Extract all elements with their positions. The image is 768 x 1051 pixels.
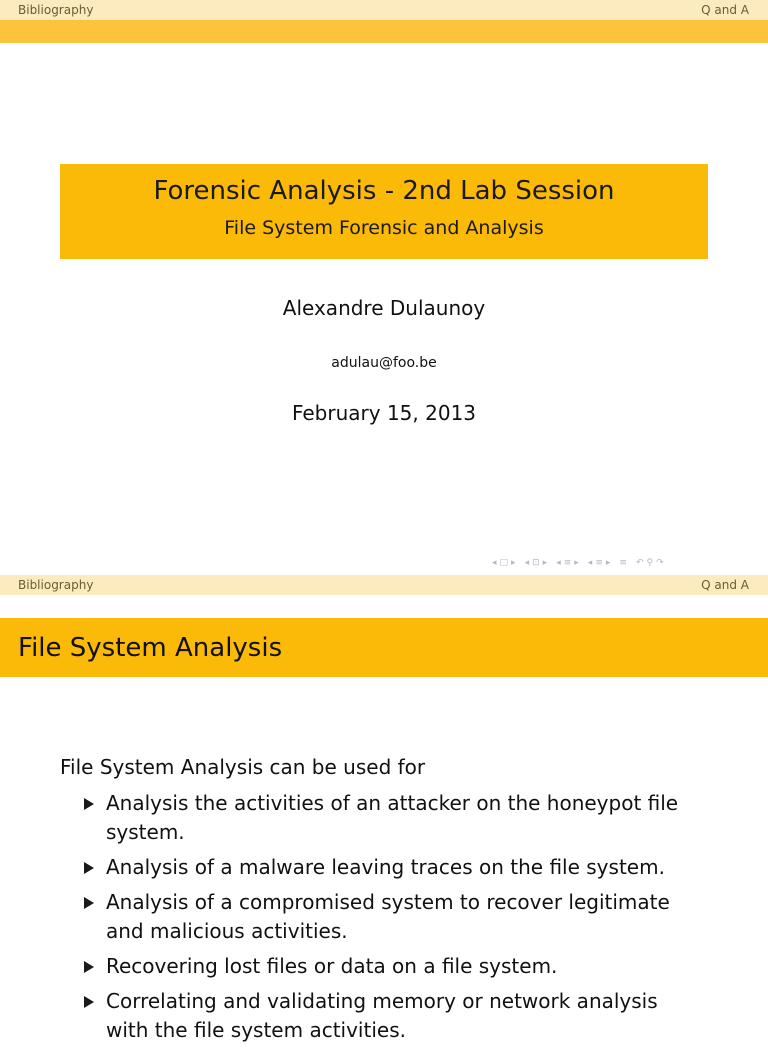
header-accent-bar: [0, 20, 768, 43]
forward-icon[interactable]: ↷: [656, 558, 664, 568]
bullet-triangle-icon: [84, 862, 94, 874]
presentation-date: February 15, 2013: [291, 401, 477, 425]
frame-title-bar: [0, 618, 768, 677]
list-item: Analysis of a compromised system to recover legitimate and malicious activities.: [80, 888, 700, 946]
list-item: Correlating and validating memory or network analysis with the file system activities.: [80, 987, 700, 1045]
list-item: Analysis the activities of an attacker on the honeypot file system.: [80, 789, 700, 847]
nav-prev-icon[interactable]: ◂: [524, 558, 530, 568]
list-item: Analysis of a malware leaving traces on the file system.: [80, 853, 700, 882]
bullet-triangle-icon: [84, 897, 94, 909]
nav-next-icon[interactable]: ▸: [542, 558, 548, 568]
nav-next-icon[interactable]: ▸: [511, 558, 516, 568]
nav-next-icon[interactable]: ▸: [574, 558, 579, 568]
section-icon[interactable]: ≡: [563, 558, 572, 568]
frame-title: File System Analysis: [18, 633, 283, 663]
intro-text: File System Analysis can be used for: [60, 755, 426, 779]
nav-prev-icon[interactable]: ◂: [587, 558, 593, 568]
subsection-icon[interactable]: ≡: [595, 558, 603, 568]
nav-link-q-and-a[interactable]: Q and A: [701, 578, 749, 592]
content-slide: [0, 575, 768, 1042]
nav-link-q-and-a[interactable]: Q and A: [701, 3, 749, 17]
document-icon[interactable]: ≡: [619, 558, 627, 568]
beamer-navigation-bar: [492, 556, 664, 570]
slide-headline: [0, 575, 768, 595]
subsection-frames-icon[interactable]: ⊡: [532, 558, 540, 568]
slide-headline: [0, 0, 768, 20]
back-icon[interactable]: ↶: [635, 558, 644, 568]
nav-next-icon[interactable]: ▸: [605, 558, 611, 568]
presentation-title: Forensic Analysis - 2nd Lab Session: [153, 176, 615, 206]
nav-prev-icon[interactable]: ◂: [556, 558, 561, 568]
slide-frame-icon[interactable]: □: [499, 558, 509, 568]
list-item: Recovering lost files or data on a file system.: [80, 952, 700, 981]
search-icon[interactable]: ⚲: [646, 558, 654, 568]
bullet-triangle-icon: [84, 996, 94, 1008]
nav-link-bibliography[interactable]: Bibliography: [18, 578, 94, 592]
bullet-triangle-icon: [84, 961, 94, 973]
bullet-triangle-icon: [84, 798, 94, 810]
nav-prev-icon[interactable]: ◂: [492, 558, 497, 568]
author-email: adulau@foo.be: [331, 355, 437, 371]
author-name: Alexandre Dulaunoy: [282, 296, 486, 320]
nav-link-bibliography[interactable]: Bibliography: [18, 3, 94, 17]
bullet-list: [80, 789, 700, 1051]
presentation-subtitle: File System Forensic and Analysis: [224, 217, 544, 239]
title-block: [60, 164, 708, 259]
